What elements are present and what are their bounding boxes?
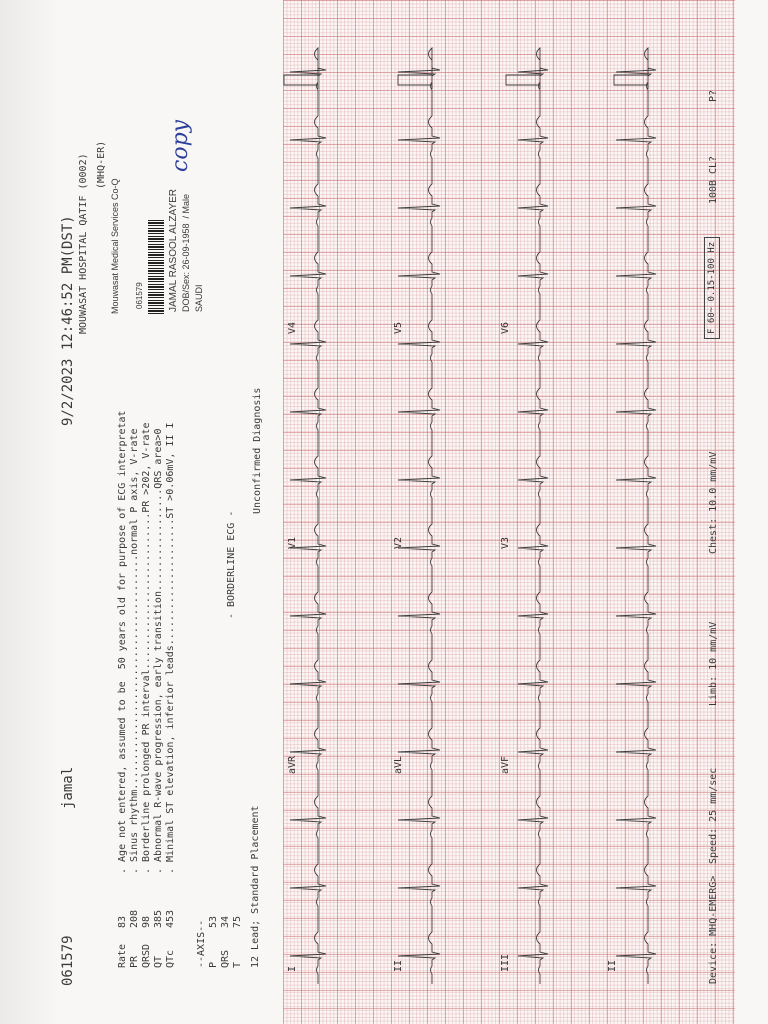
footer-speed: Speed: 25 mm/sec [708,767,719,864]
axis-value: 75 [232,915,243,928]
verdict: - BORDERLINE ECG - [226,510,237,619]
measure-value: 98 [141,915,152,928]
lead-label: III [500,953,511,972]
axis-label: QRS [220,949,231,968]
measure-value: 83 [117,915,128,928]
measure-label: QT [153,955,164,968]
lead-label: V4 [287,321,298,334]
sticker-company: Mouwasat Medical Services Co-Q [110,178,120,314]
axis-title: --AXIS-- [196,919,207,968]
measure-label: QRSD [141,943,152,968]
footer-device: Device: MHQ-EMERG> [708,875,719,984]
measure-value: 208 [129,909,140,928]
ecg-trace [398,48,440,984]
footer-limb: Limb: 10 mm/mV [708,621,719,706]
sticker-dob-sex: DOB/Sex: 26-09-1958 / Male [181,193,191,312]
unconfirmed-diagnosis: Unconfirmed Diagnosis [252,387,263,514]
sticker-nationality: SAUDI [194,284,204,312]
patient-id: 061579 [60,935,76,986]
lead-label: II [393,959,404,972]
lead-label: V6 [500,321,511,334]
footer-model: 100B [708,179,719,204]
axis-value: 34 [220,915,231,928]
measure-value: 453 [165,909,176,928]
axis-label: T [232,961,243,968]
interpretation-line: . Age not entered, assumed to be 50 years old for purpose of ECG interpretat [117,410,128,874]
measure-label: PR [129,955,140,968]
measure-label: Rate [117,943,128,968]
sticker-patient-name: JAMAL RASOOL ALZAYER [168,188,179,312]
axis-label: P [208,961,219,968]
axis-value: 53 [208,915,219,928]
lead-label: V1 [287,536,298,549]
lead-label: V2 [393,536,404,549]
ecg-trace [616,48,656,984]
interpretation-line: . Borderline prolonged PR interval..........................PR >202, V-rate [141,422,152,874]
lead-label: aVR [287,755,298,774]
footer-cl: CL? [708,155,719,174]
hospital-name: MOUWASAT HOSPITAL QATIF (0002) [78,153,89,334]
lead-label: I [287,965,298,972]
department: (MHQ-ER) [96,140,107,189]
interpretation-line: . Sinus rhythm.......................................normal P axis, V-rate [129,428,140,874]
lead-label: V5 [393,321,404,334]
sticker-mrn: 061579 [135,282,144,309]
lead-label: II [607,959,618,972]
record-datetime: 9/2/2023 12:46:52 PM(DST) [60,215,76,426]
ecg-trace [518,48,548,984]
copy-handwriting: copy [168,119,193,172]
footer-p: P? [708,89,719,102]
footer-chest: Chest: 10.0 mm/mV [708,451,719,554]
lead-label: aVF [500,755,511,774]
lead-label: V3 [500,536,511,549]
measure-label: QTc [165,949,176,968]
lead-placement: 12 Lead; Standard Placement [250,805,261,968]
lead-label: aVL [393,755,404,774]
interpretation-line: . Minimal ST elevation, inferior leads.....................ST >0.06mV, II I [165,422,176,874]
interpretation-line: . Abnormal R-wave progression, early transition.................QRS area>0 [153,428,164,874]
patient-name: jamal [60,766,76,809]
measure-value: 385 [153,909,164,928]
footer-filter: F 60~ 0.15-100 Hz [704,237,720,339]
calibration-pulse [284,69,318,89]
ecg-trace [290,48,326,984]
